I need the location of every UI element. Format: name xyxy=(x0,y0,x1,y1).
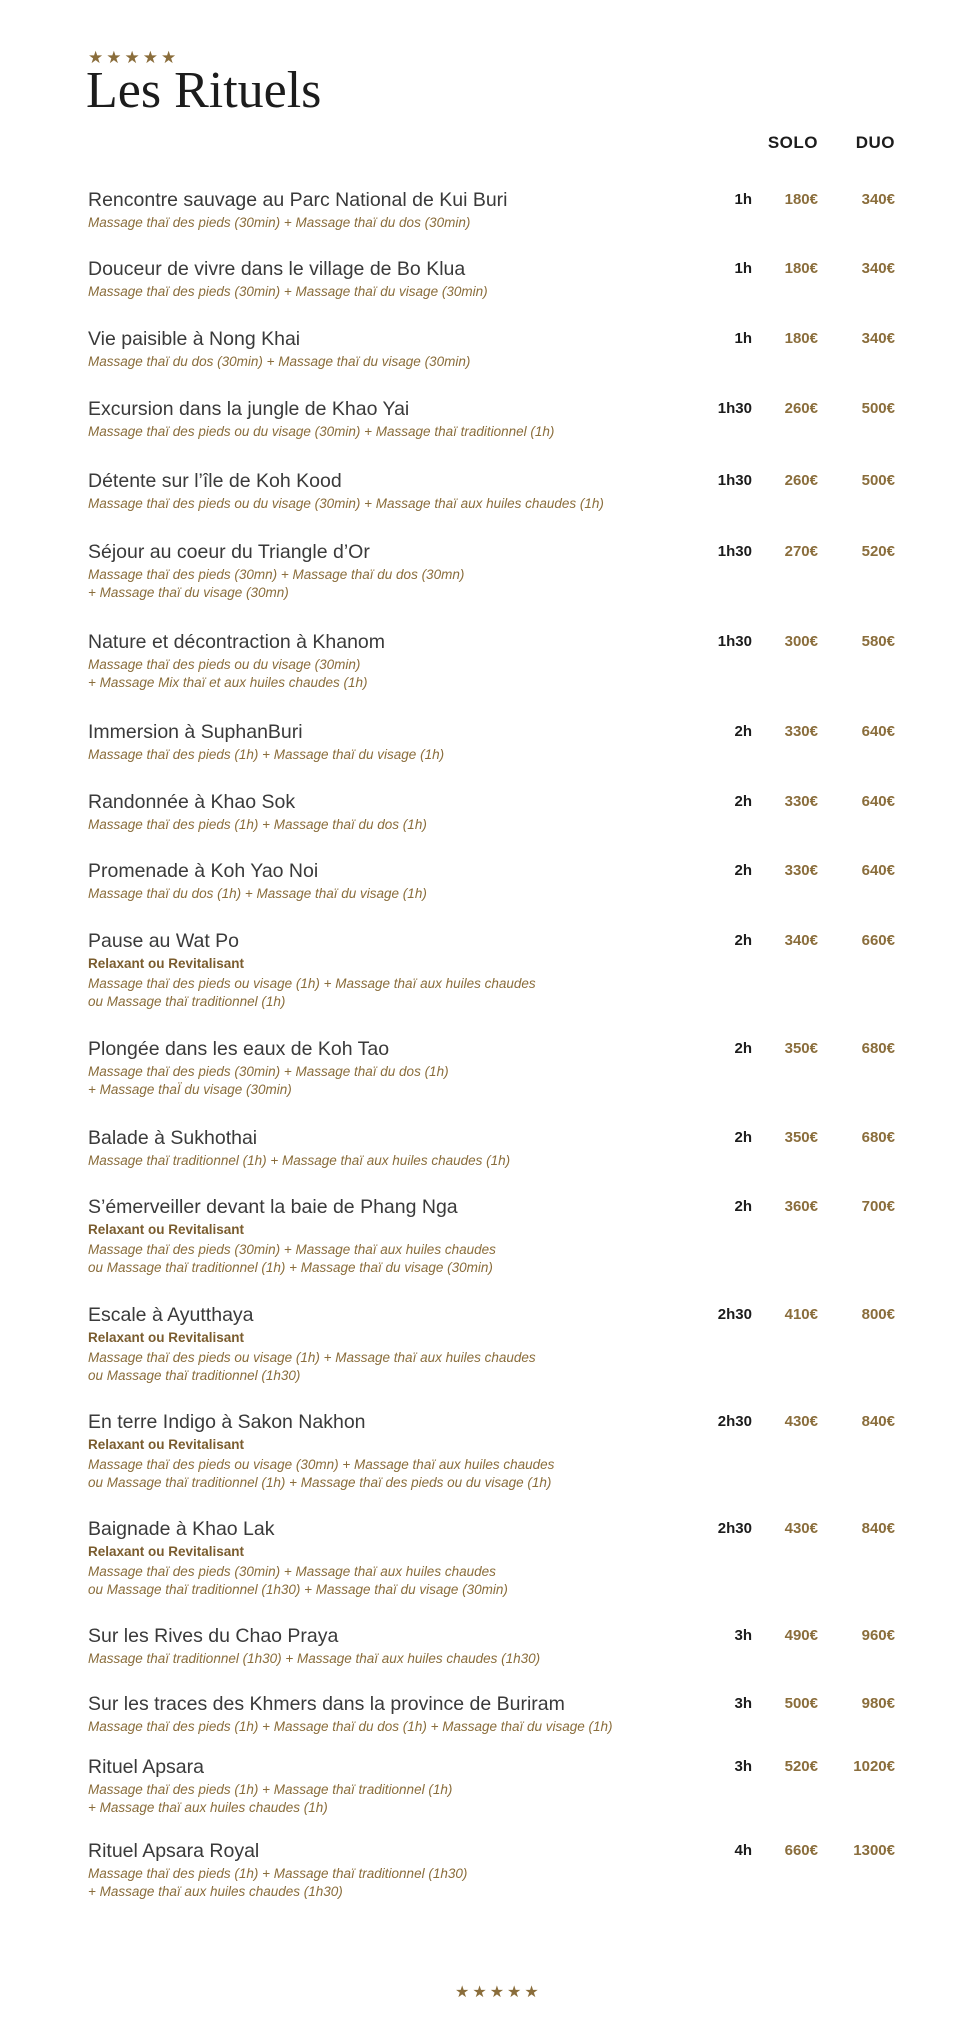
ritual-item xyxy=(88,790,898,834)
price-solo: 330€ xyxy=(784,723,818,740)
price-duo: 800€ xyxy=(861,1306,895,1323)
ritual-name: Rituel Apsara Royal xyxy=(88,1840,260,1862)
ritual-duration: 2h xyxy=(734,1040,752,1057)
price-duo: 500€ xyxy=(861,472,895,489)
ritual-description: Massage thaï des pieds ou visage (30mn) + Massage thaï aux huiles chaudes ou Massage thaï traditionnel (1h) + Massage thaï des pieds ou du visage (1h) xyxy=(88,1457,555,1490)
ritual-description: Massage thaï des pieds (1h) + Massage thaï du dos (1h) + Massage thaï du visage (1h) xyxy=(88,1719,613,1734)
ritual-name: Plongée dans les eaux de Koh Tao xyxy=(88,1038,390,1060)
ritual-duration: 1h xyxy=(734,330,752,347)
ritual-duration: 2h xyxy=(734,1129,752,1146)
price-duo: 980€ xyxy=(861,1695,895,1712)
ritual-duration: 1h xyxy=(734,260,752,277)
ritual-item xyxy=(88,720,898,764)
ritual-duration: 3h xyxy=(734,1695,752,1712)
ritual-item xyxy=(88,188,898,232)
ritual-name: Douceur de vivre dans le village de Bo Klua xyxy=(88,258,466,280)
ritual-option: Relaxant ou Revitalisant xyxy=(88,1544,245,1559)
ritual-duration: 2h xyxy=(734,932,752,949)
price-solo: 340€ xyxy=(784,932,818,949)
ritual-description: Massage thaï des pieds (30min) + Massage thaï du dos (30min) xyxy=(88,215,471,230)
price-duo: 340€ xyxy=(861,191,895,208)
price-solo: 300€ xyxy=(784,633,818,650)
ritual-description: Massage thaï des pieds ou visage (1h) + Massage thaï aux huiles chaudes ou Massage thaï traditionnel (1h30) xyxy=(88,1350,536,1383)
price-duo: 340€ xyxy=(861,330,895,347)
ritual-name: Baignade à Khao Lak xyxy=(88,1518,275,1540)
ritual-description: Massage thaï des pieds (30min) + Massage thaï aux huiles chaudes ou Massage thaï traditionnel (1h30) + Massage thaï du visage (30min) xyxy=(88,1564,508,1597)
ritual-item xyxy=(88,1303,898,1385)
ritual-item xyxy=(88,859,898,903)
price-duo: 960€ xyxy=(861,1627,895,1644)
price-solo: 180€ xyxy=(784,330,818,347)
price-duo: 1020€ xyxy=(853,1758,895,1775)
price-solo: 330€ xyxy=(784,862,818,879)
column-header-duo: DUO xyxy=(855,133,895,152)
ritual-item xyxy=(88,1755,898,1817)
price-duo: 840€ xyxy=(861,1413,895,1430)
price-duo: 640€ xyxy=(861,862,895,879)
ritual-duration: 2h xyxy=(734,862,752,879)
ritual-item xyxy=(88,1624,898,1668)
ritual-item xyxy=(88,1195,898,1277)
ritual-description: Massage thaï des pieds ou visage (1h) + Massage thaï aux huiles chaudes ou Massage thaï traditionnel (1h) xyxy=(88,976,536,1009)
price-duo: 500€ xyxy=(861,400,895,417)
price-duo: 700€ xyxy=(861,1198,895,1215)
price-duo: 840€ xyxy=(861,1520,895,1537)
ritual-name: Sur les Rives du Chao Praya xyxy=(88,1625,339,1647)
ritual-description: Massage thaï des pieds ou du visage (30min) + Massage thaï aux huiles chaudes (1h) xyxy=(88,496,604,511)
ritual-item xyxy=(88,397,898,441)
ritual-duration: 4h xyxy=(734,1842,752,1859)
ritual-name: Rencontre sauvage au Parc National de Kui Buri xyxy=(88,189,508,211)
ritual-duration: 2h30 xyxy=(717,1306,752,1323)
price-duo: 640€ xyxy=(861,793,895,810)
ritual-description: Massage thaï des pieds (30min) + Massage thaï du dos (1h) + Massage thaÏ du visage (30min) xyxy=(88,1064,449,1097)
ritual-option: Relaxant ou Revitalisant xyxy=(88,956,245,971)
ritual-name: Promenade à Koh Yao Noi xyxy=(88,860,319,882)
ritual-option: Relaxant ou Revitalisant xyxy=(88,1222,245,1237)
ritual-duration: 1h30 xyxy=(717,633,752,650)
ritual-item xyxy=(88,469,898,513)
ritual-description: Massage thaï du dos (1h) + Massage thaï du visage (1h) xyxy=(88,886,427,901)
ritual-item xyxy=(88,1839,898,1901)
price-solo: 430€ xyxy=(784,1520,818,1537)
ritual-name: Rituel Apsara xyxy=(88,1756,204,1778)
ritual-name: Vie paisible à Nong Khai xyxy=(88,328,301,350)
price-solo: 520€ xyxy=(784,1758,818,1775)
ritual-duration: 2h xyxy=(734,793,752,810)
price-duo: 680€ xyxy=(861,1040,895,1057)
ritual-duration: 3h xyxy=(734,1627,752,1644)
ritual-item xyxy=(88,1692,898,1736)
price-solo: 350€ xyxy=(784,1040,818,1057)
price-solo: 260€ xyxy=(784,472,818,489)
ritual-name: Sur les traces des Khmers dans la province de Buriram xyxy=(88,1693,565,1715)
ritual-description: Massage thaï des pieds ou du visage (30min) + Massage Mix thaï et aux huiles chaudes (1h) xyxy=(88,657,368,690)
price-solo: 430€ xyxy=(784,1413,818,1430)
ritual-duration: 2h30 xyxy=(717,1413,752,1430)
ritual-description: Massage thaï des pieds (30min) + Massage thaï aux huiles chaudes ou Massage thaï traditionnel (1h) + Massage thaï du visage (30min) xyxy=(88,1242,496,1275)
ritual-duration: 1h30 xyxy=(717,472,752,489)
ritual-duration: 2h xyxy=(734,1198,752,1215)
price-duo: 520€ xyxy=(861,543,895,560)
price-solo: 330€ xyxy=(784,793,818,810)
ritual-description: Massage thaï des pieds (30min) + Massage thaï du visage (30min) xyxy=(88,284,488,299)
ritual-item xyxy=(88,1517,898,1599)
ritual-name: Balade à Sukhothai xyxy=(88,1127,258,1149)
ritual-name: Immersion à SuphanBuri xyxy=(88,721,303,743)
ritual-description: Massage thaï des pieds (1h) + Massage thaï du visage (1h) xyxy=(88,747,445,762)
ritual-item xyxy=(88,1037,898,1099)
price-duo: 680€ xyxy=(861,1129,895,1146)
ritual-item xyxy=(88,327,898,371)
ritual-item xyxy=(88,540,898,602)
ritual-item xyxy=(88,630,898,692)
ritual-description: Massage thaï des pieds (1h) + Massage thaï traditionnel (1h30) + Massage thaï aux huiles chaudes (1h30) xyxy=(88,1866,468,1899)
star-rating-icon: ★★★★★ xyxy=(88,48,180,67)
ritual-name: Randonnée à Khao Sok xyxy=(88,791,296,813)
ritual-description: Massage thaï des pieds (30mn) + Massage thaï du dos (30mn) + Massage thaï du visage (30mn) xyxy=(88,567,465,600)
column-header-solo: SOLO xyxy=(767,133,818,152)
page-title: Les Rituels xyxy=(86,62,322,119)
ritual-option: Relaxant ou Revitalisant xyxy=(88,1437,245,1452)
ritual-description: Massage thaï des pieds (1h) + Massage thaï du dos (1h) xyxy=(88,817,427,832)
ritual-duration: 2h30 xyxy=(717,1520,752,1537)
ritual-duration: 1h30 xyxy=(717,400,752,417)
price-solo: 500€ xyxy=(784,1695,818,1712)
price-solo: 180€ xyxy=(784,191,818,208)
price-solo: 360€ xyxy=(784,1198,818,1215)
ritual-name: S’émerveiller devant la baie de Phang Nga xyxy=(88,1196,458,1218)
price-duo: 640€ xyxy=(861,723,895,740)
ritual-item xyxy=(88,1126,898,1170)
ritual-description: Massage thaï traditionnel (1h30) + Massage thaï aux huiles chaudes (1h30) xyxy=(88,1651,541,1666)
price-solo: 410€ xyxy=(784,1306,818,1323)
ritual-item xyxy=(88,257,898,301)
ritual-duration: 2h xyxy=(734,723,752,740)
ritual-description: Massage thaï des pieds (1h) + Massage thaï traditionnel (1h) + Massage thaï aux huiles chaudes (1h) xyxy=(88,1782,453,1815)
price-solo: 660€ xyxy=(784,1842,818,1859)
ritual-item xyxy=(88,929,898,1011)
price-solo: 270€ xyxy=(784,543,818,560)
price-solo: 260€ xyxy=(784,400,818,417)
ritual-name: En terre Indigo à Sakon Nakhon xyxy=(88,1411,366,1433)
ritual-description: Massage thaï du dos (30min) + Massage thaï du visage (30min) xyxy=(88,354,471,369)
ritual-description: Massage thaï des pieds ou du visage (30min) + Massage thaï traditionnel (1h) xyxy=(88,424,555,439)
price-solo: 180€ xyxy=(784,260,818,277)
ritual-name: Excursion dans la jungle de Khao Yai xyxy=(88,398,410,420)
price-duo: 1300€ xyxy=(853,1842,895,1859)
price-duo: 580€ xyxy=(861,633,895,650)
ritual-name: Escale à Ayutthaya xyxy=(88,1304,254,1326)
ritual-option: Relaxant ou Revitalisant xyxy=(88,1330,245,1345)
ritual-name: Pause au Wat Po xyxy=(88,930,240,952)
footer-stars-icon: ★★★★★ xyxy=(455,1984,542,2001)
ritual-name: Séjour au coeur du Triangle d’Or xyxy=(88,541,370,563)
ritual-item xyxy=(88,1410,898,1492)
ritual-name: Nature et décontraction à Khanom xyxy=(88,631,386,653)
price-solo: 490€ xyxy=(784,1627,818,1644)
price-duo: 340€ xyxy=(861,260,895,277)
price-duo: 660€ xyxy=(861,932,895,949)
price-solo: 350€ xyxy=(784,1129,818,1146)
ritual-duration: 1h xyxy=(734,191,752,208)
ritual-name: Détente sur l’île de Koh Kood xyxy=(88,470,342,492)
ritual-description: Massage thaï traditionnel (1h) + Massage thaï aux huiles chaudes (1h) xyxy=(88,1153,511,1168)
ritual-duration: 3h xyxy=(734,1758,752,1775)
ritual-duration: 1h30 xyxy=(717,543,752,560)
